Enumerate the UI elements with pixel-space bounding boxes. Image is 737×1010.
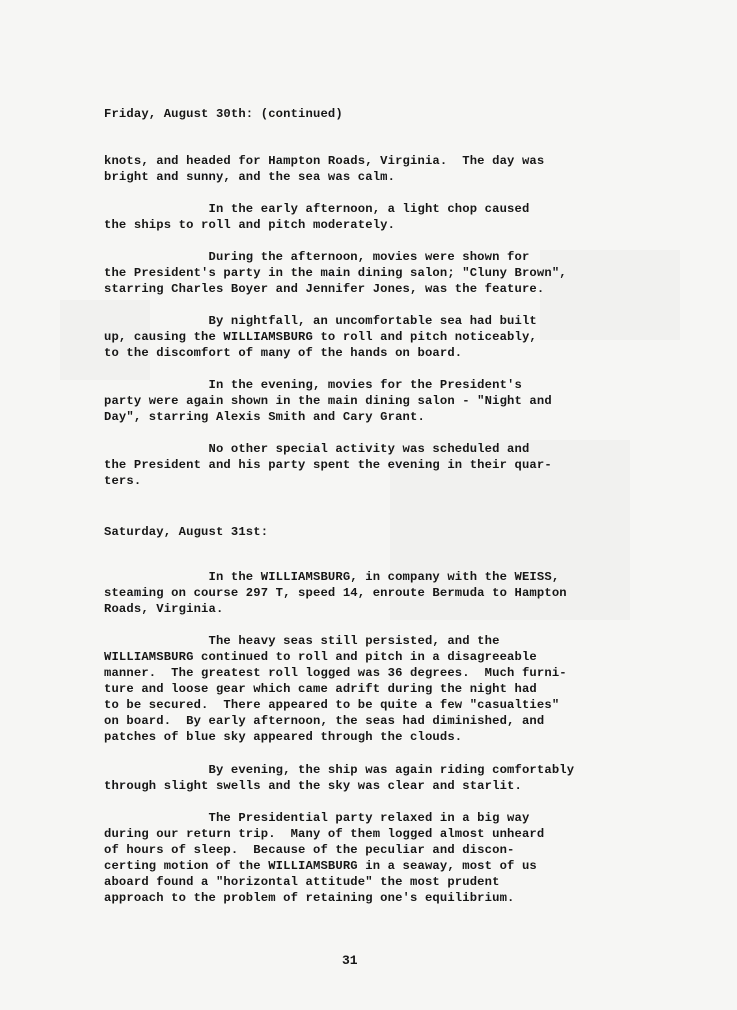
text-line: approach to the problem of retaining one's equilibrium. [104,891,515,905]
text-line: patches of blue sky appeared through the clouds. [104,730,463,744]
text-line: By evening, the ship was again riding comfortably [104,763,575,777]
page-number: 31 [342,953,358,968]
text-line: the President's party in the main dining salon; "Cluny Brown", [104,266,567,280]
text-line: No other special activity was scheduled and [104,442,530,456]
text-line: up, causing the WILLIAMSBURG to roll and pitch noticeably, [104,330,537,344]
text-line: The Presidential party relaxed in a big way [104,811,530,825]
text-line: during our return trip. Many of them logged almost unheard [104,827,545,841]
text-line: WILLIAMSBURG continued to roll and pitch in a disagreeable [104,650,537,664]
text-line: steaming on course 297 T, speed 14, enroute Bermuda to Hampton [104,586,567,600]
text-line: By nightfall, an uncomfortable sea had built [104,314,537,328]
section-header-saturday: Saturday, August 31st: [104,525,269,539]
text-line: ters. [104,474,142,488]
text-line: Roads, Virginia. [104,602,224,616]
text-line: of hours of sleep. Because of the peculiar and discon- [104,843,515,857]
text-line: bright and sunny, and the sea was calm. [104,170,396,184]
text-line: party were again shown in the main dining salon - "Night and [104,394,552,408]
text-line: ture and loose gear which came adrift during the night had [104,682,537,696]
text-line: In the evening, movies for the President's [104,378,522,392]
text-line: starring Charles Boyer and Jennifer Jones, was the feature. [104,282,545,296]
text-line: In the early afternoon, a light chop caused [104,202,530,216]
text-line: through slight swells and the sky was clear and starlit. [104,779,522,793]
text-line: In the WILLIAMSBURG, in company with the WEISS, [104,570,560,584]
text-line: Day", starring Alexis Smith and Cary Grant. [104,410,425,424]
text-line: During the afternoon, movies were shown for [104,250,530,264]
text-line: knots, and headed for Hampton Roads, Virginia. The day was [104,154,545,168]
text-line: to be secured. There appeared to be quite a few "casualties" [104,698,560,712]
text-line: the President and his party spent the evening in their quar- [104,458,552,472]
text-line: to the discomfort of many of the hands on board. [104,346,463,360]
text-line: The heavy seas still persisted, and the [104,634,500,648]
text-line: manner. The greatest roll logged was 36 degrees. Much furni- [104,666,567,680]
text-line: certing motion of the WILLIAMSBURG in a seaway, most of us [104,859,537,873]
text-line: aboard found a "horizontal attitude" the most prudent [104,875,500,889]
text-line: the ships to roll and pitch moderately. [104,218,396,232]
bleed-through-shape [540,250,680,340]
text-line: on board. By early afternoon, the seas had diminished, and [104,714,545,728]
section-header-friday: Friday, August 30th: (continued) [104,107,343,121]
